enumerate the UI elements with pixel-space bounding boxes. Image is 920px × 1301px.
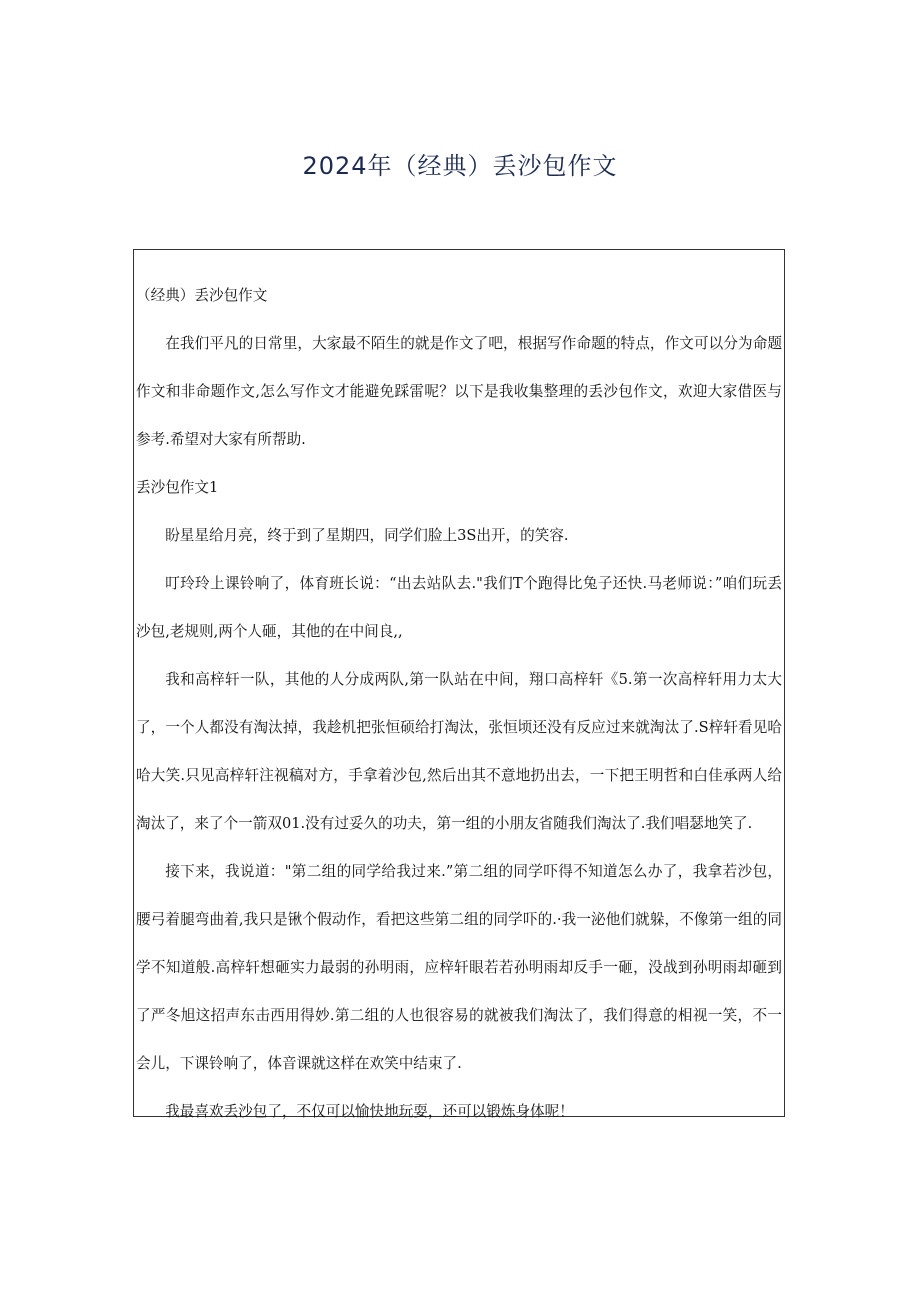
body-paragraph-2: 叮玲玲上课铃响了，体育班长说：“出去站队去."我们T个跑得比兔子还快.马老师说：”咱们玩丢沙包,老规则,两个人砸，其他的在中间良,,	[136, 575, 782, 640]
body-paragraph-1: 盼星星给月亮，终于到了星期四，同学们脸上3S出开，的笑容.	[165, 527, 569, 544]
essay-subtitle: （经典）丢沙包作文	[136, 287, 268, 304]
intro-paragraph: 在我们平凡的日常里，大家最不陌生的就是作文了吧，根据写作命题的特点，作文可以分为命题作文和非命题作文,怎么写作文才能避免踩雷呢？以下是我收集整理的丢沙包作文，欢迎大家借医与参考.希望对大家有所帮助.	[136, 335, 782, 448]
content-box	[133, 249, 785, 1120]
body-paragraph-5: 我最喜欢丢沙包了，不仅可以愉快地玩耍，还可以锻炼身体呢！	[165, 1103, 574, 1120]
body-paragraph-3: 我和高梓轩一队，其他的人分成两队,第一队站在中间，翔口高梓轩《5.第一次高梓轩用力太大了，一个人都没有淘汰掉，我趁机把张恒硕给打淘汰，张恒顷还没有反应过来就淘汰了.S梓轩看见哈哈大笑.只见高梓轩注视稿对方，手拿着沙包,然后出其不意地扔出去，一下把王明哲和白佳承两人给淘汰了，来了个一箭双01.没有过妥久的功夫，第一组的小朋友省随我们淘汰了.我们唱瑟地笑了.	[136, 671, 782, 832]
body-paragraph-4: 接下来，我说道："第二组的同学给我过来.”第二组的同学吓得不知道怎么办了，我拿若沙包，腰弓着腿弯曲着,我只是锹个假动作，看把这些第二组的同学吓的.·我一泌他们就躲，不像第一组的同学不知道般.高梓轩想砸实力最弱的孙明雨，应梓轩眼若若孙明雨却反手一砸，没战到孙明雨却砸到了严冬旭这招声东击西用得妙.第二组的人也很容易的就被我们淘汰了，我们得意的相视一笑，不一会儿，下课铃响了，体音课就这样在欢笑中结束了.	[136, 863, 782, 1072]
section-heading: 丢沙包作文1	[136, 479, 219, 496]
document-title: 2024年（经典）丢沙包作文	[302, 152, 618, 180]
